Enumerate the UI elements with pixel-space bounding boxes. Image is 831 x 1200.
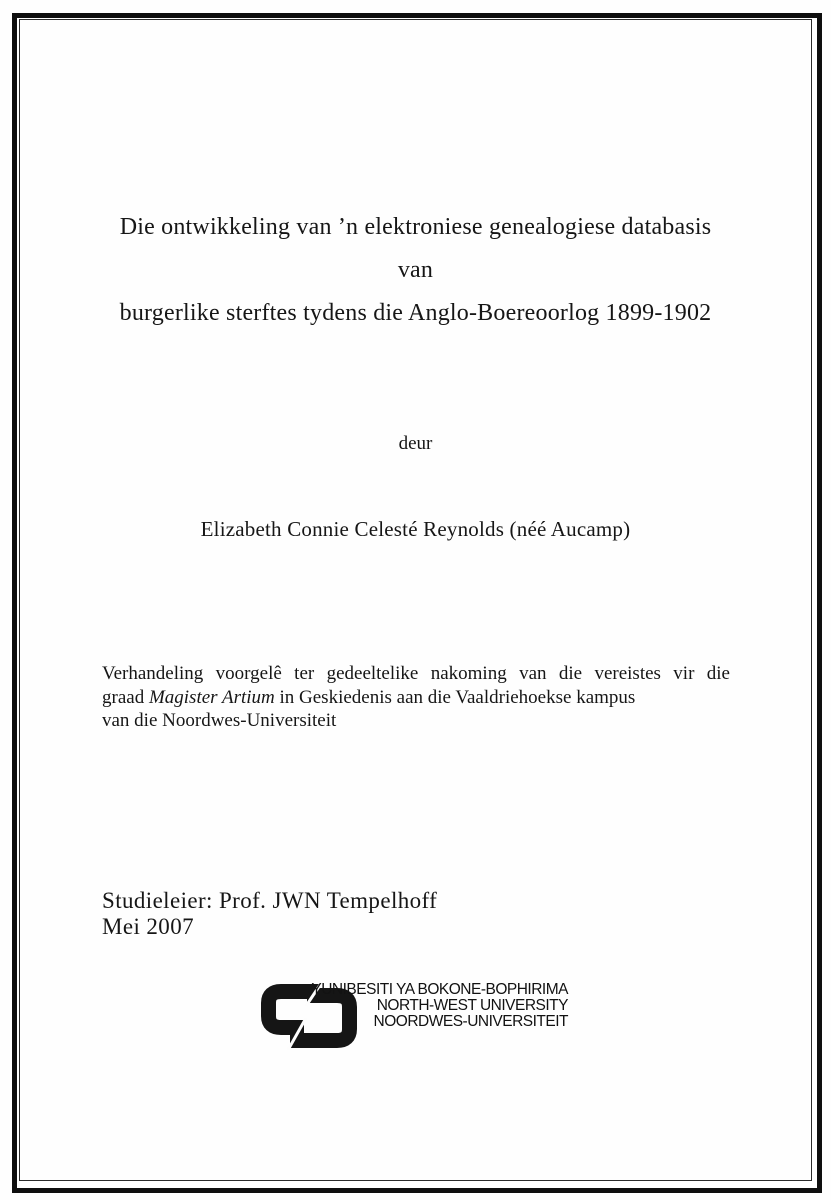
nwu-logo-text	[311, 982, 568, 1029]
nwu-logo-line2: NORTH-WEST UNIVERSITY	[376, 996, 568, 1014]
submission-line2	[102, 686, 730, 710]
submission-line1: Verhandeling voorgelê ter gedeeltelike nakoming van die vereistes vir die	[102, 663, 730, 684]
supervisor-line: Studieleier: Prof. JWN Tempelhoff	[102, 888, 438, 913]
nwu-logo-line1: YUNIBESITI YA BOKONE-BOPHIRIMA	[311, 981, 568, 998]
submission-line3: van die Noordwes-Universiteit	[102, 710, 337, 731]
supervisor-block	[102, 888, 437, 939]
submission-statement	[102, 662, 730, 733]
submission-line2-prefix: graad	[102, 686, 149, 708]
thesis-title-line1: Die ontwikkeling van ’n elektroniese genealogiese databasis van	[119, 214, 712, 283]
nwu-logo-line3: NOORDWES-UNIVERSITEIT	[373, 1012, 568, 1030]
date-line: Mei 2007	[102, 913, 194, 939]
byline-deur: deur	[398, 433, 433, 454]
thesis-title-line2: burgerlike sterftes tydens die Anglo-Boereoorlog 1899-1902	[119, 300, 712, 326]
submission-line2-suffix: in Geskiedenis aan die Vaaldriehoekse kampus	[274, 686, 636, 708]
author-name: Elizabeth Connie Celesté Reynolds (néé Aucamp)	[200, 517, 631, 541]
degree-name-italic: Magister Artium	[148, 686, 275, 708]
nwu-logo	[258, 981, 568, 1053]
thesis-title	[102, 206, 729, 335]
